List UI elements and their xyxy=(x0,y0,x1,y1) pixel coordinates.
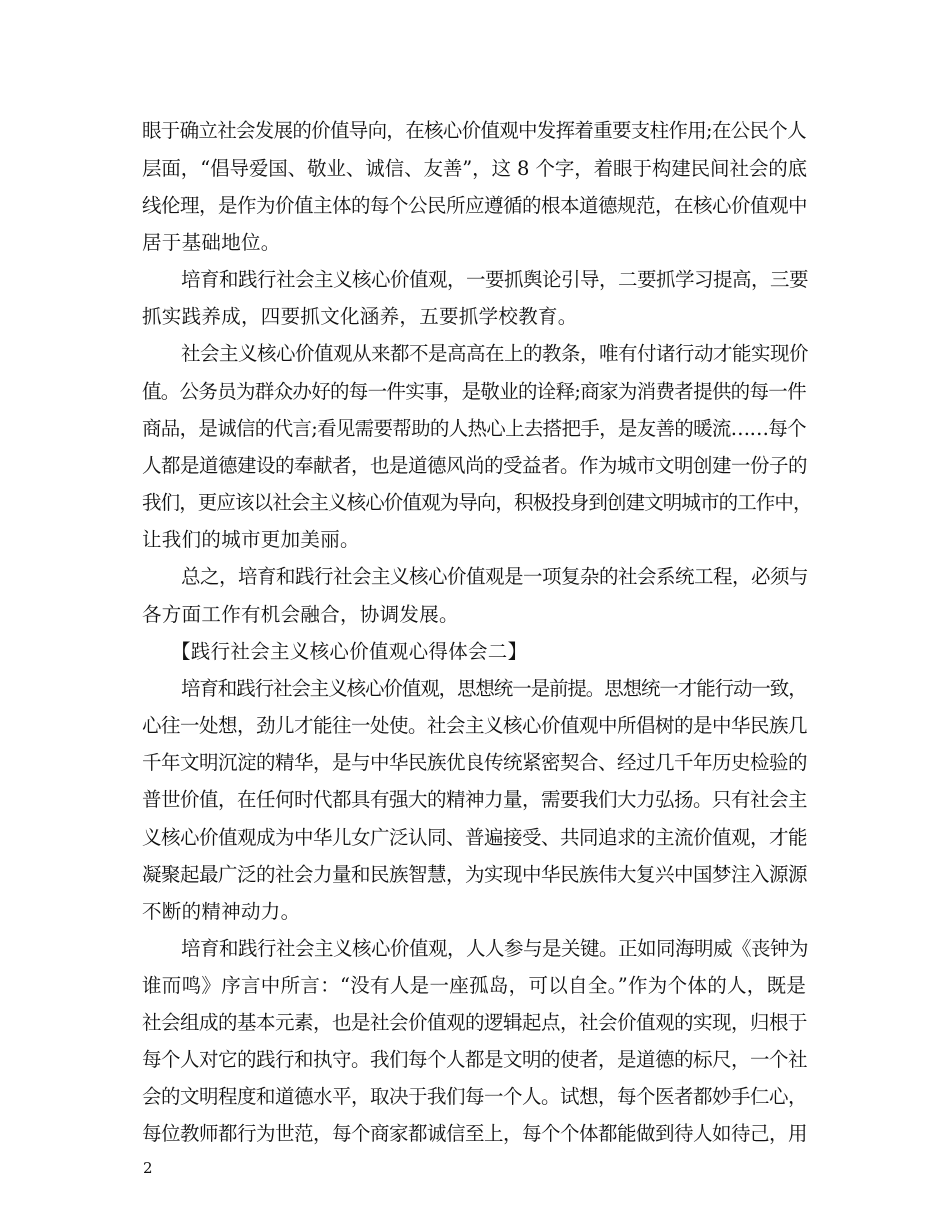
body-line: 商品，是诚信的代言;看见需要帮助的人热心上去搭把手，是友善的暖流……每个 xyxy=(142,417,806,440)
paragraph-first-line: 培育和践行社会主义核心价值观，思想统一是前提。思想统一才能行动一致， xyxy=(181,677,807,700)
body-line: 每位教师都行为世范，每个商家都诚信至上，每个个体都能做到待人如待己，用 xyxy=(142,1122,808,1145)
body-line: 社会组成的基本元素，也是社会价值观的逻辑起点，社会价值观的实现，归根于 xyxy=(142,1011,808,1034)
body-line: 抓实践养成，四要抓文化涵养，五要抓学校教育。 xyxy=(142,305,578,328)
body-line: 义核心价值观成为中华儿女广泛认同、普遍接受、共同追求的主流价值观，才能 xyxy=(142,826,808,849)
body-line: 我们，更应该以社会主义核心价值观为导向，积极投身到创建文明城市的工作中， xyxy=(142,491,812,514)
body-line: 心往一处想，劲儿才能往一处使。社会主义核心价值观中所倡树的是中华民族几 xyxy=(142,714,808,737)
body-line: 层面，“倡导爱国、敬业、诚信、友善”，这 8 个字，着眼于构建民间社会的底 xyxy=(142,157,808,180)
paragraph-first-line: 培育和践行社会主义核心价值观，人人参与是关键。正如同海明威《丧钟为 xyxy=(181,937,809,960)
body-line: 千年文明沉淀的精华，是与中华民族优良传统紧密契合、经过几千年历史检验的 xyxy=(142,751,808,774)
body-line: 居于基础地位。 xyxy=(142,231,281,254)
body-line: 谁而鸣》序言中所言：“没有人是一座孤岛，可以自全。”作为个体的人，既是 xyxy=(142,974,807,997)
body-line: 会的文明程度和道德水平，取决于我们每一个人。试想，每个医者都妙手仁心， xyxy=(142,1085,808,1108)
body-line: 普世价值，在任何时代都具有强大的精神力量，需要我们大力弘扬。只有社会主 xyxy=(142,788,808,811)
body-line: 各方面工作有机会融合，协调发展。 xyxy=(142,603,459,626)
body-line: 线伦理，是作为价值主体的每个公民所应遵循的根本道德规范，在核心价值观中 xyxy=(142,194,808,217)
body-line: 每个人对它的践行和执守。我们每个人都是文明的使者，是道德的标尺，一个社 xyxy=(142,1048,808,1071)
paragraph-first-line: 社会主义核心价值观从来都不是高高在上的教条，唯有付诸行动才能实现价 xyxy=(181,342,809,365)
page-number: 2 xyxy=(143,1159,153,1177)
body-line: 让我们的城市更加美丽。 xyxy=(142,528,360,551)
body-line: 凝聚起最广泛的社会力量和民族智慧，为实现中华民族伟大复兴中国梦注入源源 xyxy=(142,863,808,886)
body-line: 人都是道德建设的奉献者，也是道德风尚的受益者。作为城市文明创建一份子的 xyxy=(142,454,808,477)
section-heading: 【践行社会主义核心价值观心得体会二】 xyxy=(171,640,528,663)
body-line: 不断的精神动力。 xyxy=(142,900,301,923)
body-line: 值。公务员为群众办好的每一件实事，是敬业的诠释;商家为消费者提供的每一件 xyxy=(142,380,806,403)
paragraph-first-line: 总之，培育和践行社会主义核心价值观是一项复杂的社会系统工程，必须与 xyxy=(181,565,809,588)
paragraph-first-line: 培育和践行社会主义核心价值观，一要抓舆论引导，二要抓学习提高，三要 xyxy=(181,268,809,291)
body-line: 眼于确立社会发展的价值导向，在核心价值观中发挥着重要支柱作用;在公民个人 xyxy=(142,119,806,142)
